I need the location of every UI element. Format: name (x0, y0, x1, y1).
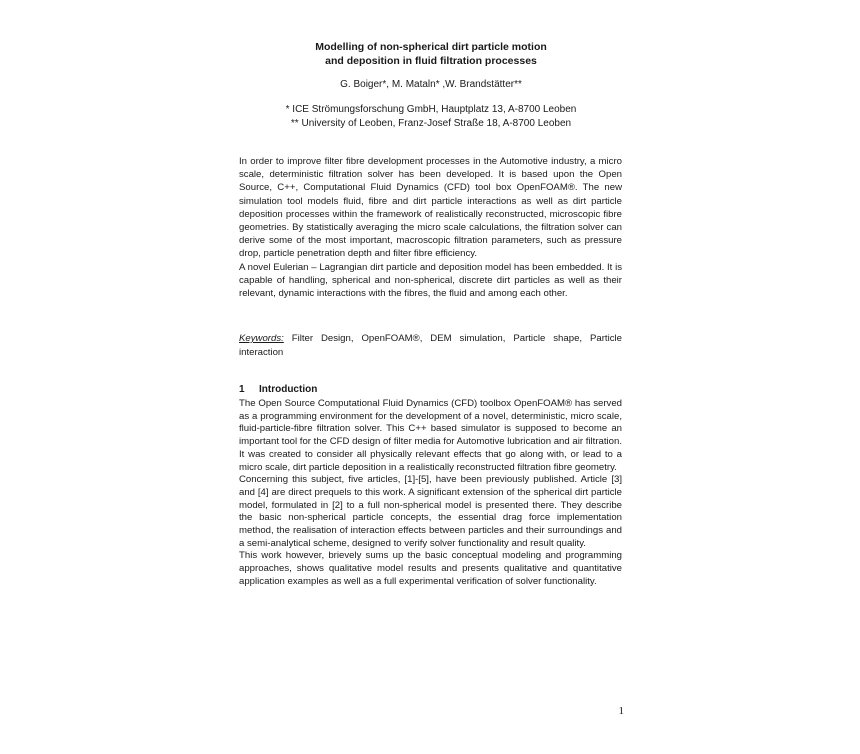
section-heading-introduction (239, 383, 622, 396)
abstract-paragraph-1: In order to improve filter fibre development processes in the Automotive industry, a micro scale, deterministic filtration solver has been developed. It is based upon the Open Source, C++, Computational Fluid Dynamics (CFD) tool box OpenFOAM®. The new simulation tool models fluid, fibre and dirt particle interactions as well as dirt particle deposition processes within the framework of realistically reconstructed, microscopic fibre geometries. By statistically averaging the micro scale calculations, the filtration solver can derive some of the most important, macroscopic filtration parameters, such as pressure drop, particle penetration depth and filter fibre efficiency. (239, 156, 622, 260)
title-line-2: and deposition in fluid filtration processes (325, 55, 537, 67)
affiliation-1: * ICE Strömungsforschung GmbH, Hauptplatz 13, A-8700 Leoben (285, 104, 577, 115)
intro-paragraph-1: The Open Source Computational Fluid Dynamics (CFD) toolbox OpenFOAM® has served as a programming environment for the development of a novel, deterministic, micro scale, fluid-particle-fibre filtration solver. This C++ based simulator is supposed to become an important tool for the CFD design of filter media for Automotive lubrication and air filtration. It was created to consider all physically relevant effects that go along with, or lead to a micro scale, dirt particle deposition in a realistically reconstructed filtration fibre geometry. (239, 398, 622, 473)
keywords-label: Keywords: (239, 333, 284, 344)
introduction-body (239, 398, 622, 589)
intro-paragraph-2: Concerning this subject, five articles, [1]-[5], have been previously published. Article [3] and [4] are direct prequels to this work. A significant extension of the spherical dirt particle model, formulated in [2] to a full non-spherical model is presented there. They describe the basic non-spherical particle concepts, the essential drag force implementation method, the realisation of interaction effects between particles and their surroundings and a semi-analytical scheme, designed to verify solver functionality and result quality. (239, 474, 622, 549)
keywords-text: Filter Design, OpenFOAM®, DEM simulation, Particle shape, Particle interaction (239, 333, 622, 358)
affiliation-2: ** University of Leoben, Franz-Josef Straße 18, A-8700 Leoben (290, 118, 572, 129)
affiliations (240, 103, 622, 131)
section-title: Introduction (259, 384, 318, 395)
keywords (239, 332, 622, 359)
page-number: 1 (618, 705, 624, 717)
title-line-1: Modelling of non-spherical dirt particle motion (315, 41, 547, 53)
author-list: G. Boiger*, M. Mataln* ,W. Brandstätter** (340, 79, 522, 90)
paper-title (240, 40, 622, 68)
intro-paragraph-3: This work however, brievely sums up the basic conceptual modeling and programming approaches, shows qualitative model results and presents qualitative and quantitative application examples as well as a full experimental verification of solver functionality. (239, 550, 622, 587)
abstract (239, 155, 622, 300)
abstract-paragraph-2: A novel Eulerian – Lagrangian dirt particle and deposition model has been embedded. It is capable of handling, spherical and non-spherical, discrete dirt particles as well as their relevant, dynamic interactions with the fibres, the fluid and among each other. (239, 261, 622, 300)
section-number: 1 (239, 384, 245, 395)
